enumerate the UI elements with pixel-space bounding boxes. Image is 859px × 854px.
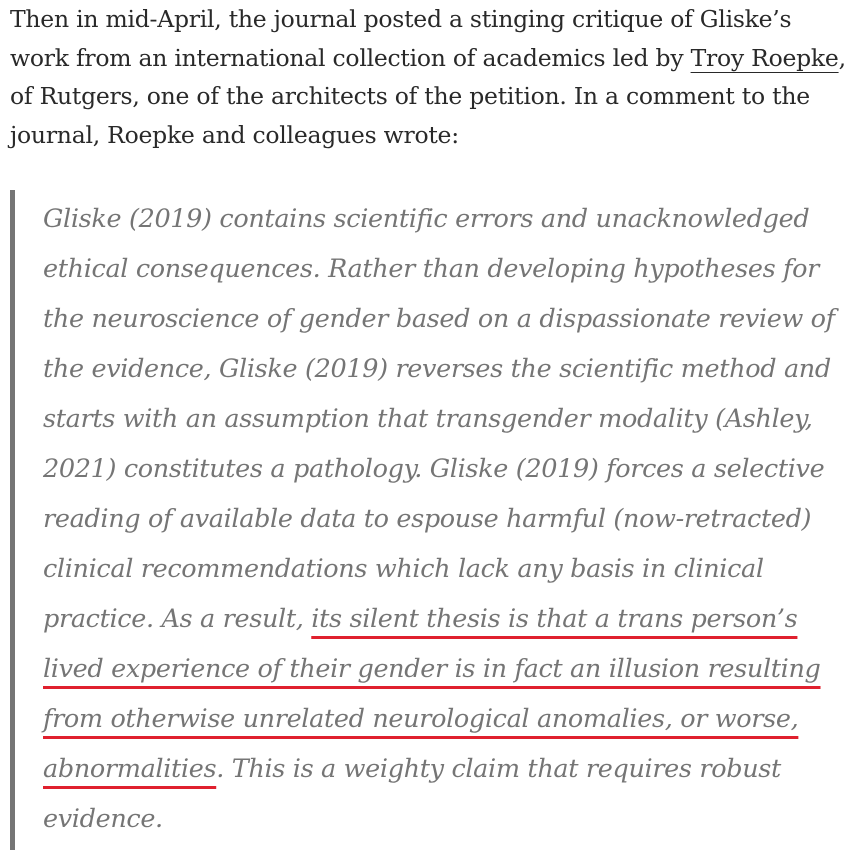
blockquote-bar [10,190,15,850]
highlighted-thesis: its silent thesis is that a trans person’s lived experience of their gender is in fact an illusion resulting from otherwise unrelated neurological anomalies, or worse, abnormalities [43,604,821,784]
intro-paragraph [10,0,850,154]
quote-text-after-highlight: . This is a weighty claim that requires robust evidence. [43,754,781,834]
article-body [10,0,850,834]
blockquote-text [43,190,850,844]
blockquote [10,190,850,844]
quote-text-before-highlight: Gliske (2019) contains scientific errors and unacknowledged ethical consequences. Rather than developing hypotheses for the neuroscience of gender based on a dispassionate review of the evidence, Gliske (2019) reverses the scientific method and starts with an assumption that transgender modality (Ashley, 2021) constitutes a pathology. Gliske (2019) forces a selective reading of available data to espouse harmful (now-retracted) clinical recommendations which lack any basis in clinical practice. As a result, [43,204,835,634]
intro-text-after-link: , of Rutgers, one of the architects of the petition. In a comment to the journal, Roepke and colleagues wrote: [10,43,846,149]
author-link-troy-roepke[interactable]: Troy Roepke [690,43,839,72]
intro-text-before-link: Then in mid-April, the journal posted a stinging critique of Gliske’s work from an international collection of academics led by [10,5,792,72]
